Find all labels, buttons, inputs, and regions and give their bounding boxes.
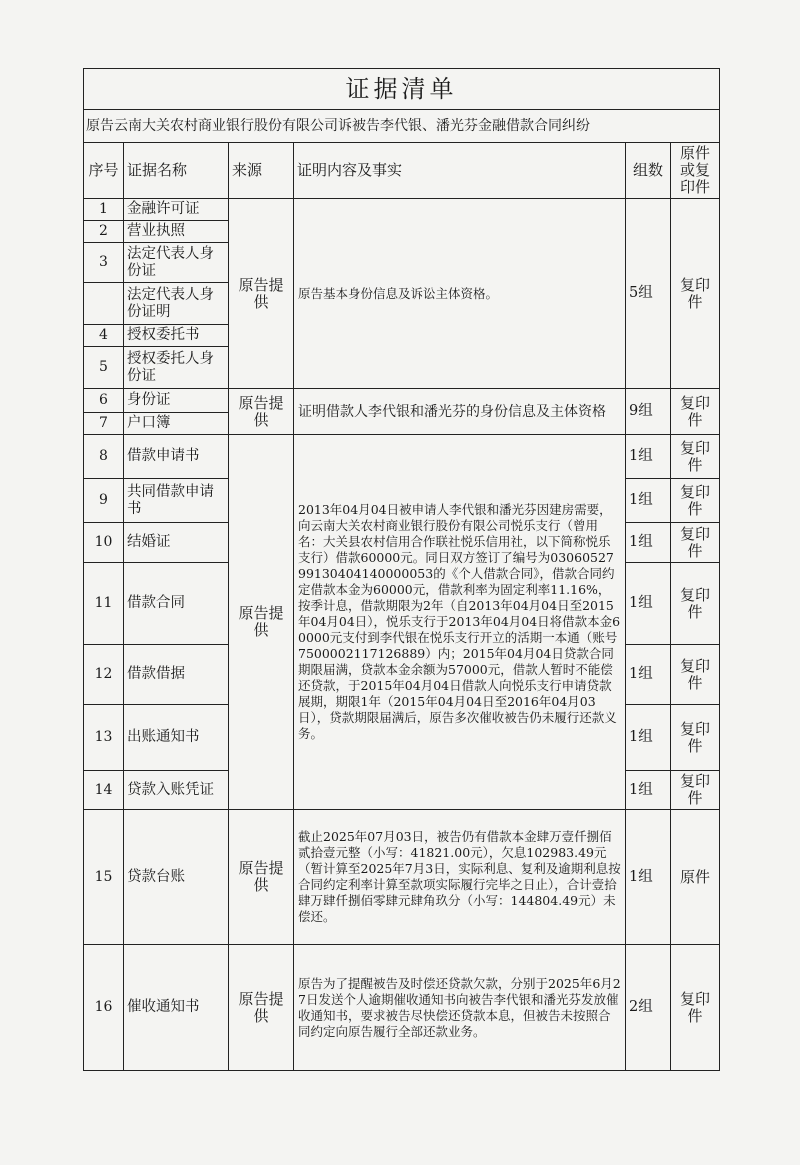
item-count: 1组 <box>626 563 671 645</box>
row-name: 授权委托书 <box>124 325 229 347</box>
row-no: 1 <box>84 199 124 221</box>
row-no: 7 <box>84 413 124 435</box>
group-count: 1组 <box>626 810 671 945</box>
row-no: 11 <box>84 563 124 645</box>
group-source: 原告提供 <box>229 810 294 945</box>
item-count: 1组 <box>626 705 671 771</box>
item-type: 复印件 <box>671 479 720 523</box>
group-source: 原告提供 <box>229 945 294 1071</box>
item-type: 复印件 <box>671 563 720 645</box>
group-type: 复印件 <box>671 945 720 1071</box>
row-no: 4 <box>84 325 124 347</box>
row-no: 2 <box>84 221 124 243</box>
row-name: 法定代表人身份证明 <box>124 283 229 325</box>
row-name: 借款申请书 <box>124 435 229 479</box>
row-name: 贷款台账 <box>124 810 229 945</box>
document-title: 证据清单 <box>84 69 720 110</box>
group-facts: 2013年04月04日被申请人李代银和潘光芬因建房需要，向云南大关农村商业银行股份有限公司悦乐支行（曾用名：大关县农村信用合作联社悦乐信用社，以下简称悦乐支行）借款60000元。同日双方签订了编号为0306052799130404140000053的《个人借款合同》，借款合同约定借款本金为60000元，借款利率为固定利率11.16%，按季计息，借款期限为2年（自2013年04月04日至2015年04月04日），悦乐支行于2013年04月04日将借款本金60000元支付到李代银在悦乐支行开立的活期一本通（账号7500002117126889）内；2015年04月04日贷款合同期限届满，贷款本金余额为57000元，借款人暂时不能偿还贷款，于2015年04月04日借款人向悦乐支行申请贷款展期，期限1年（2015年04月04日至2016年04月03日），贷款期限届满后，原告多次催收被告仍未履行还款义务。 <box>294 435 626 810</box>
group-count: 9组 <box>626 389 671 435</box>
item-count: 1组 <box>626 435 671 479</box>
header-row <box>84 143 720 199</box>
group-facts: 原告基本身份信息及诉讼主体资格。 <box>294 199 626 389</box>
row-name: 借款借据 <box>124 645 229 705</box>
group-source: 原告提供 <box>229 389 294 435</box>
row-no: 12 <box>84 645 124 705</box>
row-no: 5 <box>84 347 124 389</box>
item-type: 复印件 <box>671 435 720 479</box>
table-row <box>84 435 720 479</box>
table-row <box>84 199 720 221</box>
group-facts: 证明借款人李代银和潘光芬的身份信息及主体资格 <box>294 389 626 435</box>
row-name: 营业执照 <box>124 221 229 243</box>
item-type: 复印件 <box>671 523 720 563</box>
group-type: 原件 <box>671 810 720 945</box>
row-name: 结婚证 <box>124 523 229 563</box>
row-no: 9 <box>84 479 124 523</box>
case-subtitle: 原告云南大关农村商业银行股份有限公司诉被告李代银、潘光芬金融借款合同纠纷 <box>84 110 720 143</box>
item-type: 复印件 <box>671 771 720 810</box>
row-no: 8 <box>84 435 124 479</box>
evidence-table <box>83 68 720 1071</box>
header-name: 证据名称 <box>124 143 229 199</box>
row-no: 13 <box>84 705 124 771</box>
row-no: 14 <box>84 771 124 810</box>
row-name: 户口簿 <box>124 413 229 435</box>
group-facts: 原告为了提醒被告及时偿还贷款欠款，分别于2025年6月27日发送个人逾期催收通知书向被告李代银和潘光芬发放催收通知书，要求被告尽快偿还贷款本息，但被告未按照合同约定向原告履行全部还款业务。 <box>294 945 626 1071</box>
header-groups: 组数 <box>626 143 671 199</box>
group-facts: 截止2025年07月03日，被告仍有借款本金肆万壹仟捌佰贰拾壹元整（小写：41821.00元），欠息102983.49元（暂计算至2025年7月3日，实际利息、复利及逾期利息按合同约定利率计算至款项实际履行完毕之日止），合计壹拾肆万肆仟捌佰零肆元肆角玖分（小写：144804.49元）未偿还。 <box>294 810 626 945</box>
row-name: 身份证 <box>124 389 229 413</box>
row-name: 法定代表人身份证 <box>124 243 229 283</box>
item-count: 1组 <box>626 479 671 523</box>
row-name: 共同借款申请书 <box>124 479 229 523</box>
row-no: 6 <box>84 389 124 413</box>
row-name: 贷款入账凭证 <box>124 771 229 810</box>
header-facts: 证明内容及事实 <box>294 143 626 199</box>
row-no: 16 <box>84 945 124 1071</box>
row-name: 借款合同 <box>124 563 229 645</box>
table-row <box>84 810 720 945</box>
row-no <box>84 283 124 325</box>
row-no: 10 <box>84 523 124 563</box>
row-no: 15 <box>84 810 124 945</box>
item-count: 1组 <box>626 523 671 563</box>
row-name: 出账通知书 <box>124 705 229 771</box>
item-type: 复印件 <box>671 645 720 705</box>
row-no: 3 <box>84 243 124 283</box>
group-type: 复印件 <box>671 389 720 435</box>
header-type: 原件或复印件 <box>671 143 720 199</box>
evidence-list-sheet <box>83 68 719 1071</box>
row-name: 授权委托人身份证 <box>124 347 229 389</box>
row-name: 金融许可证 <box>124 199 229 221</box>
group-source: 原告提供 <box>229 435 294 810</box>
header-source: 来源 <box>229 143 294 199</box>
group-type: 复印件 <box>671 199 720 389</box>
row-name: 催收通知书 <box>124 945 229 1071</box>
group-count: 2组 <box>626 945 671 1071</box>
table-row <box>84 945 720 1071</box>
header-no: 序号 <box>84 143 124 199</box>
item-count: 1组 <box>626 645 671 705</box>
item-type: 复印件 <box>671 705 720 771</box>
table-row <box>84 389 720 413</box>
item-count: 1组 <box>626 771 671 810</box>
group-source: 原告提供 <box>229 199 294 389</box>
group-count: 5组 <box>626 199 671 389</box>
